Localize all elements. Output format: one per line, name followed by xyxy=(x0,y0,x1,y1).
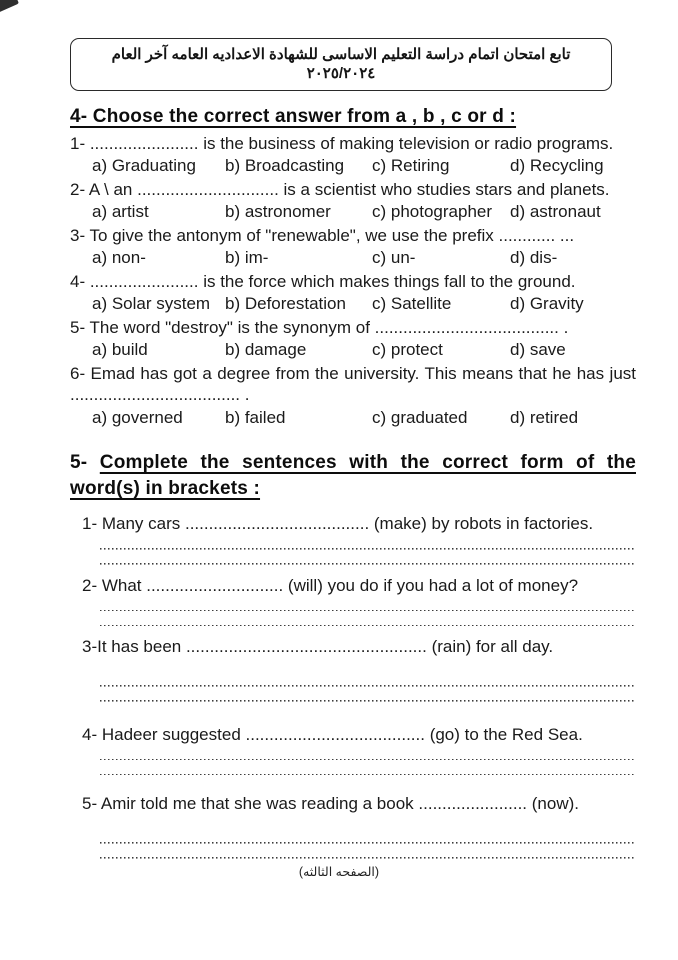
option-a: a) governed xyxy=(92,407,183,427)
option-a: a) artist xyxy=(92,202,149,221)
option-d: d) Gravity xyxy=(510,294,584,313)
option-a: a) non- xyxy=(92,248,146,267)
answer-line xyxy=(100,596,634,611)
question-options xyxy=(70,407,636,429)
completion-text: 3-It has been ................................................... (rain) for all day. xyxy=(82,637,554,657)
answer-line xyxy=(100,829,634,844)
option-c: c) protect xyxy=(372,340,443,359)
answer-line xyxy=(100,611,634,626)
section4-title: 4- Choose the correct answer from a , b , c or d : xyxy=(70,105,517,127)
completion-text: 4- Hadeer suggested ...................................... (go) to the Red Sea. xyxy=(82,724,583,744)
exam-header-text: تابع امتحان اتمام دراسة التعليم الاساسى للشهادة الاعداديه العامه آخر العام ٢٠٢٥/٢٠٢٤ xyxy=(111,46,571,82)
mcq-question-2 xyxy=(70,179,636,223)
question-text: 3- To give the antonym of "renewable", we use the prefix ............ ... xyxy=(70,225,575,245)
answer-line xyxy=(100,844,634,859)
option-b: b) Deforestation xyxy=(225,294,346,313)
option-c: c) un- xyxy=(372,248,416,267)
question-options xyxy=(70,201,636,223)
mcq-question-4 xyxy=(70,271,636,315)
answer-line xyxy=(100,672,634,687)
mcq-question-6 xyxy=(70,363,636,429)
completion-item-3 xyxy=(70,636,636,702)
option-b: b) im- xyxy=(225,248,269,267)
question-text: 5- The word "destroy" is the synonym of ....................................... . xyxy=(70,317,569,337)
option-a: a) build xyxy=(92,340,148,359)
completion-item-1 xyxy=(70,513,636,565)
option-a: a) Solar system xyxy=(92,294,211,313)
question-text: 2- A \ an .............................. is a scientist who studies stars and planets. xyxy=(70,179,610,199)
completion-item-2 xyxy=(70,575,636,627)
option-c: c) Retiring xyxy=(372,156,450,175)
option-d: d) Recycling xyxy=(510,156,604,175)
option-c: c) photographer xyxy=(372,202,493,221)
answer-line xyxy=(100,687,634,702)
section5-number: 5- xyxy=(70,452,100,473)
option-d: d) retired xyxy=(510,407,579,427)
question-options xyxy=(70,339,636,361)
question-text: 1- ....................... is the business of making television or radio programs. xyxy=(70,133,614,153)
mcq-question-1 xyxy=(70,133,636,177)
completion-item-5 xyxy=(70,793,636,859)
answer-line xyxy=(100,745,634,760)
answer-line xyxy=(100,550,634,565)
completion-text: 5- Amir told me that she was reading a book ....................... (now). xyxy=(82,794,579,814)
exam-header-box xyxy=(70,38,612,91)
question-text: 6- Emad has got a degree from the university. This means that he has just .................................... . xyxy=(70,363,636,404)
question-options xyxy=(70,155,636,177)
option-b: b) damage xyxy=(225,340,307,359)
mcq-question-3 xyxy=(70,225,636,269)
page-number-footer: (الصفحه الثالثه) xyxy=(298,865,380,879)
section5-title-text: Complete the sentences with the correct form of the word(s) in brackets : xyxy=(70,452,636,499)
answer-line xyxy=(100,535,634,550)
option-b: b) Broadcasting xyxy=(225,156,345,175)
question-options xyxy=(70,247,636,269)
option-c: c) Satellite xyxy=(372,294,452,313)
section5-title xyxy=(70,450,636,501)
completion-text: 2- What ............................. (will) you do if you had a lot of money? xyxy=(82,575,579,595)
option-d: d) save xyxy=(510,340,566,359)
option-b: b) failed xyxy=(225,407,286,427)
scan-artifact xyxy=(0,0,19,13)
completion-item-4 xyxy=(70,724,636,776)
option-b: b) astronomer xyxy=(225,202,331,221)
question-text: 4- ....................... is the force which makes things fall to the ground. xyxy=(70,271,576,291)
answer-line xyxy=(100,760,634,775)
completion-text: 1- Many cars ....................................... (make) by robots in factories. xyxy=(82,514,594,534)
option-d: d) astronaut xyxy=(510,202,601,221)
option-c: c) graduated xyxy=(372,407,468,427)
mcq-question-5 xyxy=(70,317,636,361)
option-d: d) dis- xyxy=(510,248,558,267)
question-options xyxy=(70,293,636,315)
option-a: a) Graduating xyxy=(92,156,196,175)
